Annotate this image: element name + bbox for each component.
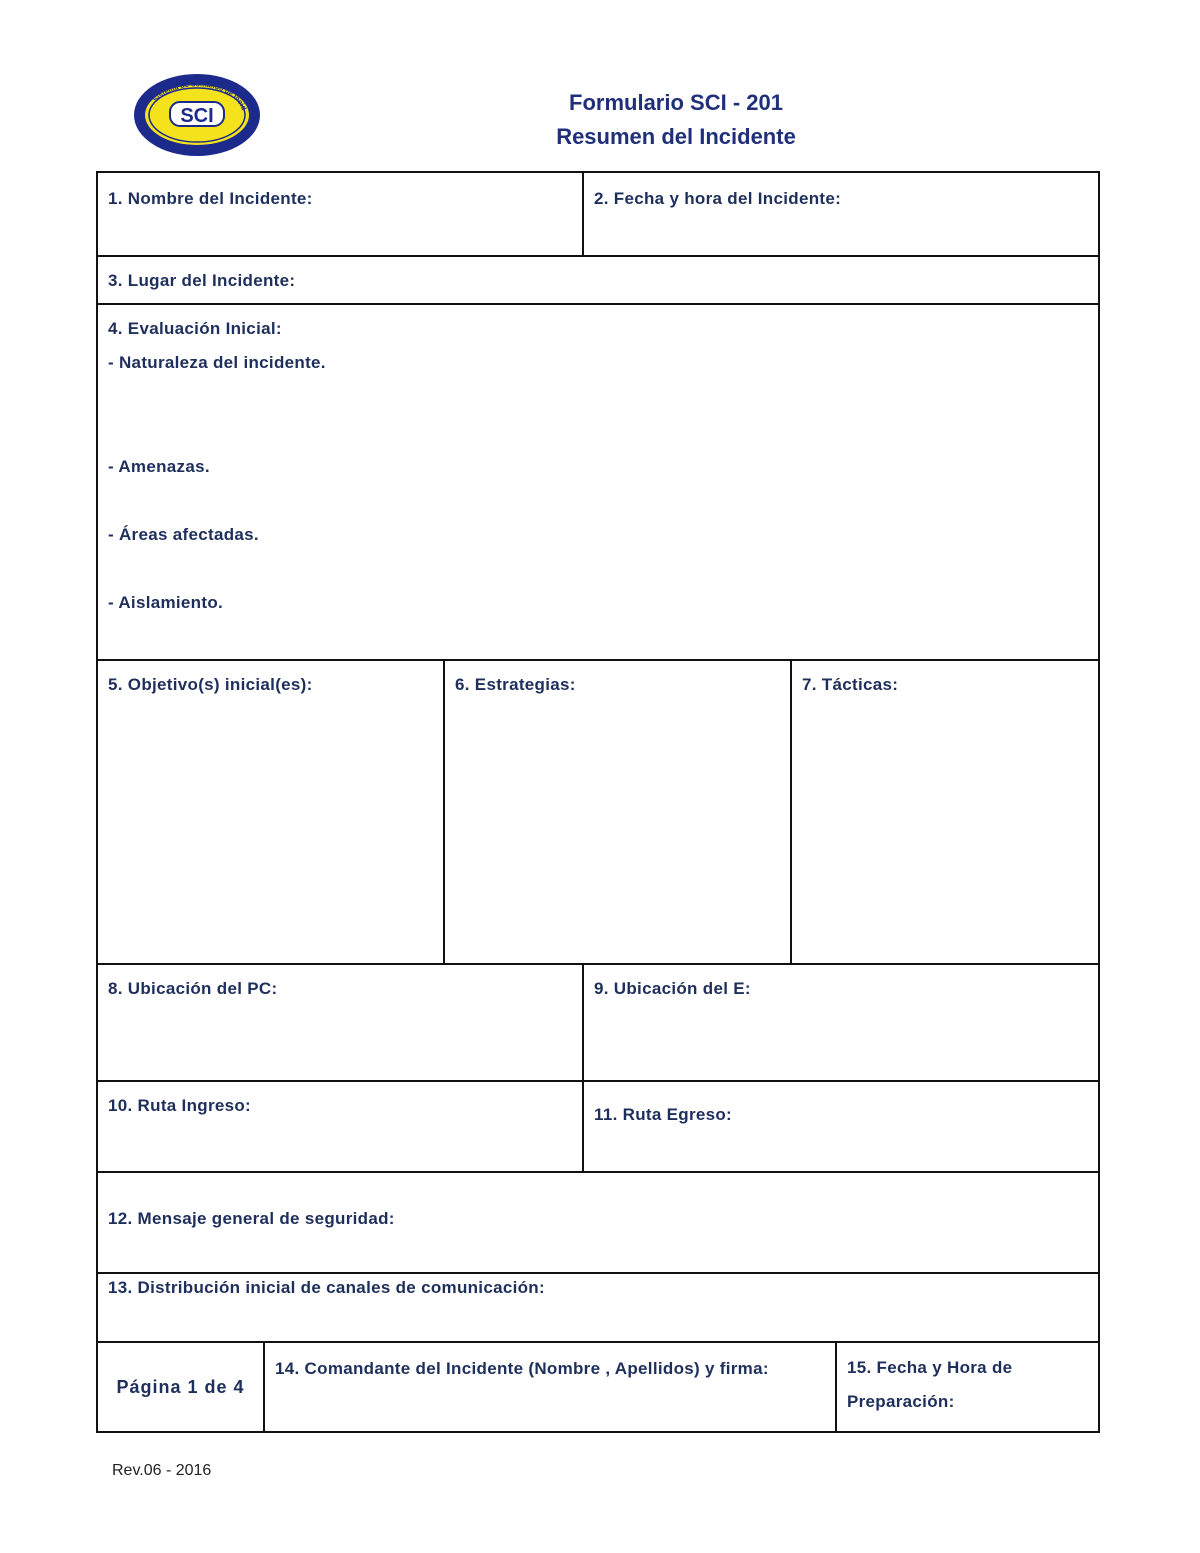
initial-objectives-label: 5. Objetivo(s) inicial(es): <box>108 675 313 694</box>
initial-evaluation-label: 4. Evaluación Inicial: <box>108 319 282 338</box>
revision-text: Rev.06 - 2016 <box>112 1462 212 1479</box>
svg-text:SCI: SCI <box>180 105 214 127</box>
exit-route-field[interactable] <box>582 1080 1100 1173</box>
incident-datetime-label: 2. Fecha y hora del Incidente: <box>594 189 842 208</box>
threats-item: - Amenazas. <box>108 457 210 476</box>
strategies-label: 6. Estrategias: <box>455 675 576 694</box>
initial-evaluation-field[interactable] <box>96 303 1100 661</box>
sci-logo <box>132 72 262 158</box>
tactics-label: 7. Tácticas: <box>802 675 899 694</box>
commander-label: 14. Comandante del Incidente (Nombre , Apellidos) y firma: <box>275 1359 769 1378</box>
safety-message-label: 12. Mensaje general de seguridad: <box>108 1209 395 1228</box>
strategies-field[interactable] <box>443 659 792 965</box>
svg-text:Sistema de Comando de Incident: Sistema de Comando de Incid <box>152 81 247 112</box>
e-location-label: 9. Ubicación del E: <box>594 979 751 998</box>
incident-name-label: 1. Nombre del Incidente: <box>108 189 313 208</box>
incident-name-field[interactable] <box>96 171 584 257</box>
initial-objectives-field[interactable] <box>96 659 445 965</box>
communication-channels-field[interactable] <box>96 1272 1100 1343</box>
preparation-datetime-label-1: 15. Fecha y Hora de <box>847 1358 1013 1377</box>
form-title-block <box>476 88 876 156</box>
exit-route-label: 11. Ruta Egreso: <box>594 1105 733 1124</box>
safety-message-field[interactable] <box>96 1171 1100 1274</box>
form-subtitle: Resumen del Incidente <box>556 124 796 149</box>
preparation-datetime-label-2: Preparación: <box>847 1392 955 1411</box>
sci-logo-emblem <box>132 72 262 158</box>
incident-location-field[interactable] <box>96 255 1100 305</box>
tactics-field[interactable] <box>790 659 1100 965</box>
communication-channels-label: 13. Distribución inicial de canales de comunicación: <box>108 1278 545 1297</box>
form-title: Formulario SCI - 201 <box>569 90 783 115</box>
preparation-datetime-field[interactable] <box>835 1341 1100 1433</box>
isolation-item: - Aislamiento. <box>108 593 224 612</box>
entry-route-label: 10. Ruta Ingreso: <box>108 1096 252 1115</box>
pc-location-field[interactable] <box>96 963 584 1082</box>
nature-item: - Naturaleza del incidente. <box>108 353 326 372</box>
e-location-field[interactable] <box>582 963 1100 1082</box>
commander-field[interactable] <box>263 1341 837 1433</box>
page-indicator-label: Página 1 de 4 <box>116 1376 245 1397</box>
incident-location-label: 3. Lugar del Incidente: <box>108 271 296 290</box>
pc-location-label: 8. Ubicación del PC: <box>108 979 278 998</box>
incident-summary-form <box>96 171 1100 1433</box>
incident-datetime-field[interactable] <box>582 171 1100 257</box>
affected-areas-item: - Áreas afectadas. <box>108 525 259 544</box>
page-indicator <box>96 1341 265 1433</box>
entry-route-field[interactable] <box>96 1080 584 1173</box>
